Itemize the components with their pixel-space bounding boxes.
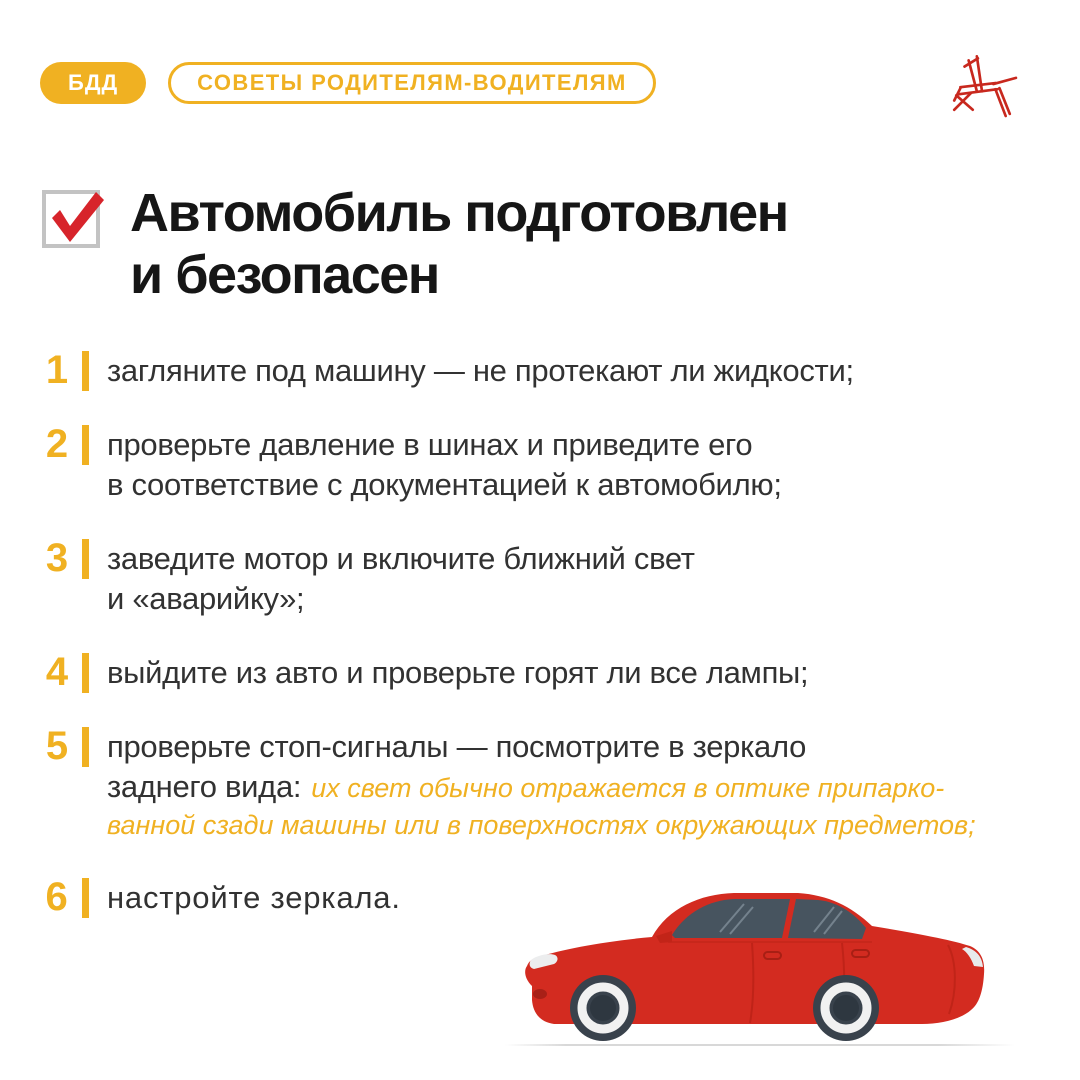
item-text-line: настройте зеркала.: [107, 880, 401, 915]
red-car-illustration: [520, 886, 990, 1048]
header: [40, 62, 656, 104]
item-divider-bar: [82, 653, 89, 693]
item-text-line: в соответствие с документацией к автомобилю;: [107, 467, 782, 502]
checklist-item-1: [40, 350, 1050, 391]
item-text-line: проверьте давление в шинах и приведите его: [107, 427, 753, 462]
title-line-2: и безопасен: [130, 245, 439, 305]
item-text-line: и «аварийку»;: [107, 581, 305, 616]
item-number: 2: [45, 422, 69, 466]
item-divider-bar: [82, 425, 89, 465]
item-divider-bar: [82, 539, 89, 579]
item-text-line: заведите мотор и включите ближний свет: [107, 541, 695, 576]
checklist-item-5: [40, 726, 1050, 844]
checklist-item-3: [40, 538, 1050, 619]
bdd-badge: БДД: [40, 62, 146, 104]
item-text-black: заднего вида:: [107, 769, 302, 804]
title-line-1: Автомобиль подготовлен: [130, 183, 788, 243]
item-text: [107, 425, 782, 505]
item-divider-bar: [82, 351, 89, 391]
item-text: [107, 653, 808, 693]
item-text: [107, 878, 401, 918]
ground-line: [505, 1044, 1015, 1046]
chair-sketch-icon: [946, 46, 1018, 118]
item-number: 1: [45, 348, 69, 392]
item-text-line: загляните под машину — не протекают ли жидкости;: [107, 353, 854, 388]
checklist-item-2: [40, 424, 1050, 505]
item-number: 6: [45, 875, 69, 919]
item-number: 3: [45, 536, 69, 580]
item-text: [107, 727, 976, 844]
item-text-line: выйдите из авто и проверьте горят ли все лампы;: [107, 655, 809, 690]
item-note-emphasis: ванной сзади машины или в поверхностях окружающих предметов;: [107, 810, 976, 840]
title-row: [42, 182, 788, 306]
item-text-line: [107, 767, 976, 807]
rear-wheel: [813, 975, 879, 1041]
item-divider-bar: [82, 878, 89, 918]
checklist-item-4: [40, 652, 1050, 693]
item-text: [107, 351, 854, 391]
topic-pill: СОВЕТЫ РОДИТЕЛЯМ-ВОДИТЕЛЯМ: [168, 62, 656, 104]
item-divider-bar: [82, 727, 89, 767]
checkbox-checked-icon: [42, 190, 100, 248]
item-number: 4: [45, 650, 69, 694]
item-text: [107, 539, 695, 619]
front-wheel: [570, 975, 636, 1041]
item-number: 5: [45, 724, 69, 768]
checklist: [40, 350, 1050, 951]
item-note-emphasis: их свет обычно отражается в оптике припарко-: [311, 773, 945, 803]
item-text-line: проверьте стоп-сигналы — посмотрите в зеркало: [107, 729, 807, 764]
page-title: [130, 182, 788, 306]
